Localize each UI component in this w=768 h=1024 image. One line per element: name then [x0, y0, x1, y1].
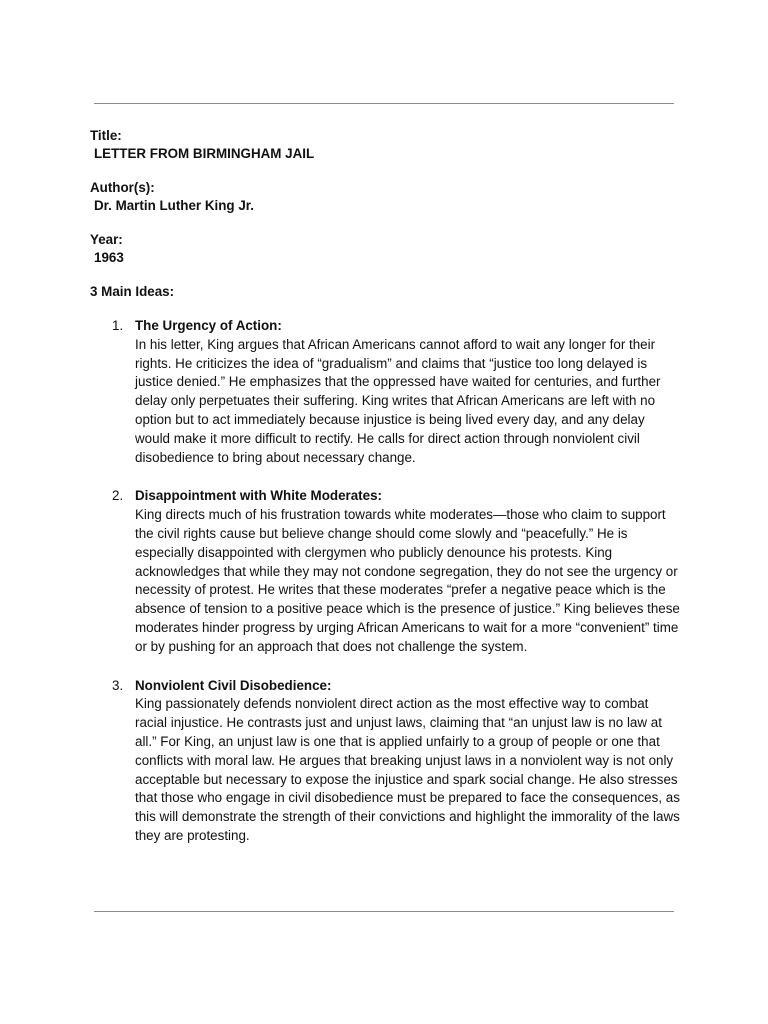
idea-body: King passionately defends nonviolent direct action as the most effective way to combat racial injustice. He contrasts just and unjust laws, claiming that “an unjust law is no law at all.” For King, an unjust law is one that is applied unfairly to a group of people or one that conflicts with moral law. He argues that breaking unjust laws in a nonviolent way is not only acceptable but necessary to expose the injustice and spark social change. He also stresses that those who engage in civil disobedience must be prepared to face the consequences, as this will demonstrate the strength of their convictions and highlight the immorality of the laws they are protesting. [135, 696, 680, 843]
title-value: LETTER FROM BIRMINGHAM JAIL [94, 146, 315, 161]
main-idea-item [90, 487, 690, 656]
list-number: 1. [112, 318, 124, 333]
main-ideas-heading: 3 Main Ideas: [90, 284, 175, 299]
author-field [90, 179, 690, 215]
list-number: 3. [112, 677, 124, 693]
title-label: Title: [90, 128, 122, 143]
main-idea-item [90, 677, 690, 846]
bottom-divider [94, 911, 674, 912]
idea-heading: Disappointment with White Moderates: [135, 488, 382, 504]
idea-body: In his letter, King argues that African Americans cannot afford to wait any longer for their rights. He criticizes the idea of “gradualism” and claims that “justice too long delayed is justice denied.” He emphasizes that the oppressed have waited for centuries, and further delay only perpetuates their suffering. King writes that African Americans are left with no option but to act immediately because injustice is being lived every day, and any delay would make it more difficult to rectify. He calls for direct action through nonviolent civil disobedience to bring about necessary change. [135, 336, 661, 465]
idea-heading: Nonviolent Civil Disobedience: [135, 677, 332, 693]
list-number: 2. [112, 488, 124, 504]
year-value: 1963 [94, 250, 124, 265]
year-label: Year: [90, 232, 123, 247]
document-body [90, 127, 690, 866]
idea-heading: The Urgency of Action: [135, 318, 282, 333]
main-idea-item [90, 317, 690, 467]
top-divider [94, 103, 674, 104]
year-field [90, 231, 690, 267]
author-value: Dr. Martin Luther King Jr. [94, 198, 254, 213]
idea-body: King directs much of his frustration towards white moderates—those who claim to support the civil rights cause but believe change should come slowly and “peacefully.” He is especially disappointed with clergymen who publicly denounce his protests. King acknowledges that while they may not condone segregation, they do not see the urgency or necessity of protest. He writes that these moderates “prefer a negative peace which is the absence of tension to a positive peace which is the presence of justice.” King believes these moderates hinder progress by urging African Americans to wait for a more “convenient” time or by pushing for an approach that does not challenge the system. [135, 507, 680, 654]
main-ideas-list [90, 317, 690, 846]
author-label: Author(s): [90, 180, 155, 195]
title-field [90, 127, 690, 163]
